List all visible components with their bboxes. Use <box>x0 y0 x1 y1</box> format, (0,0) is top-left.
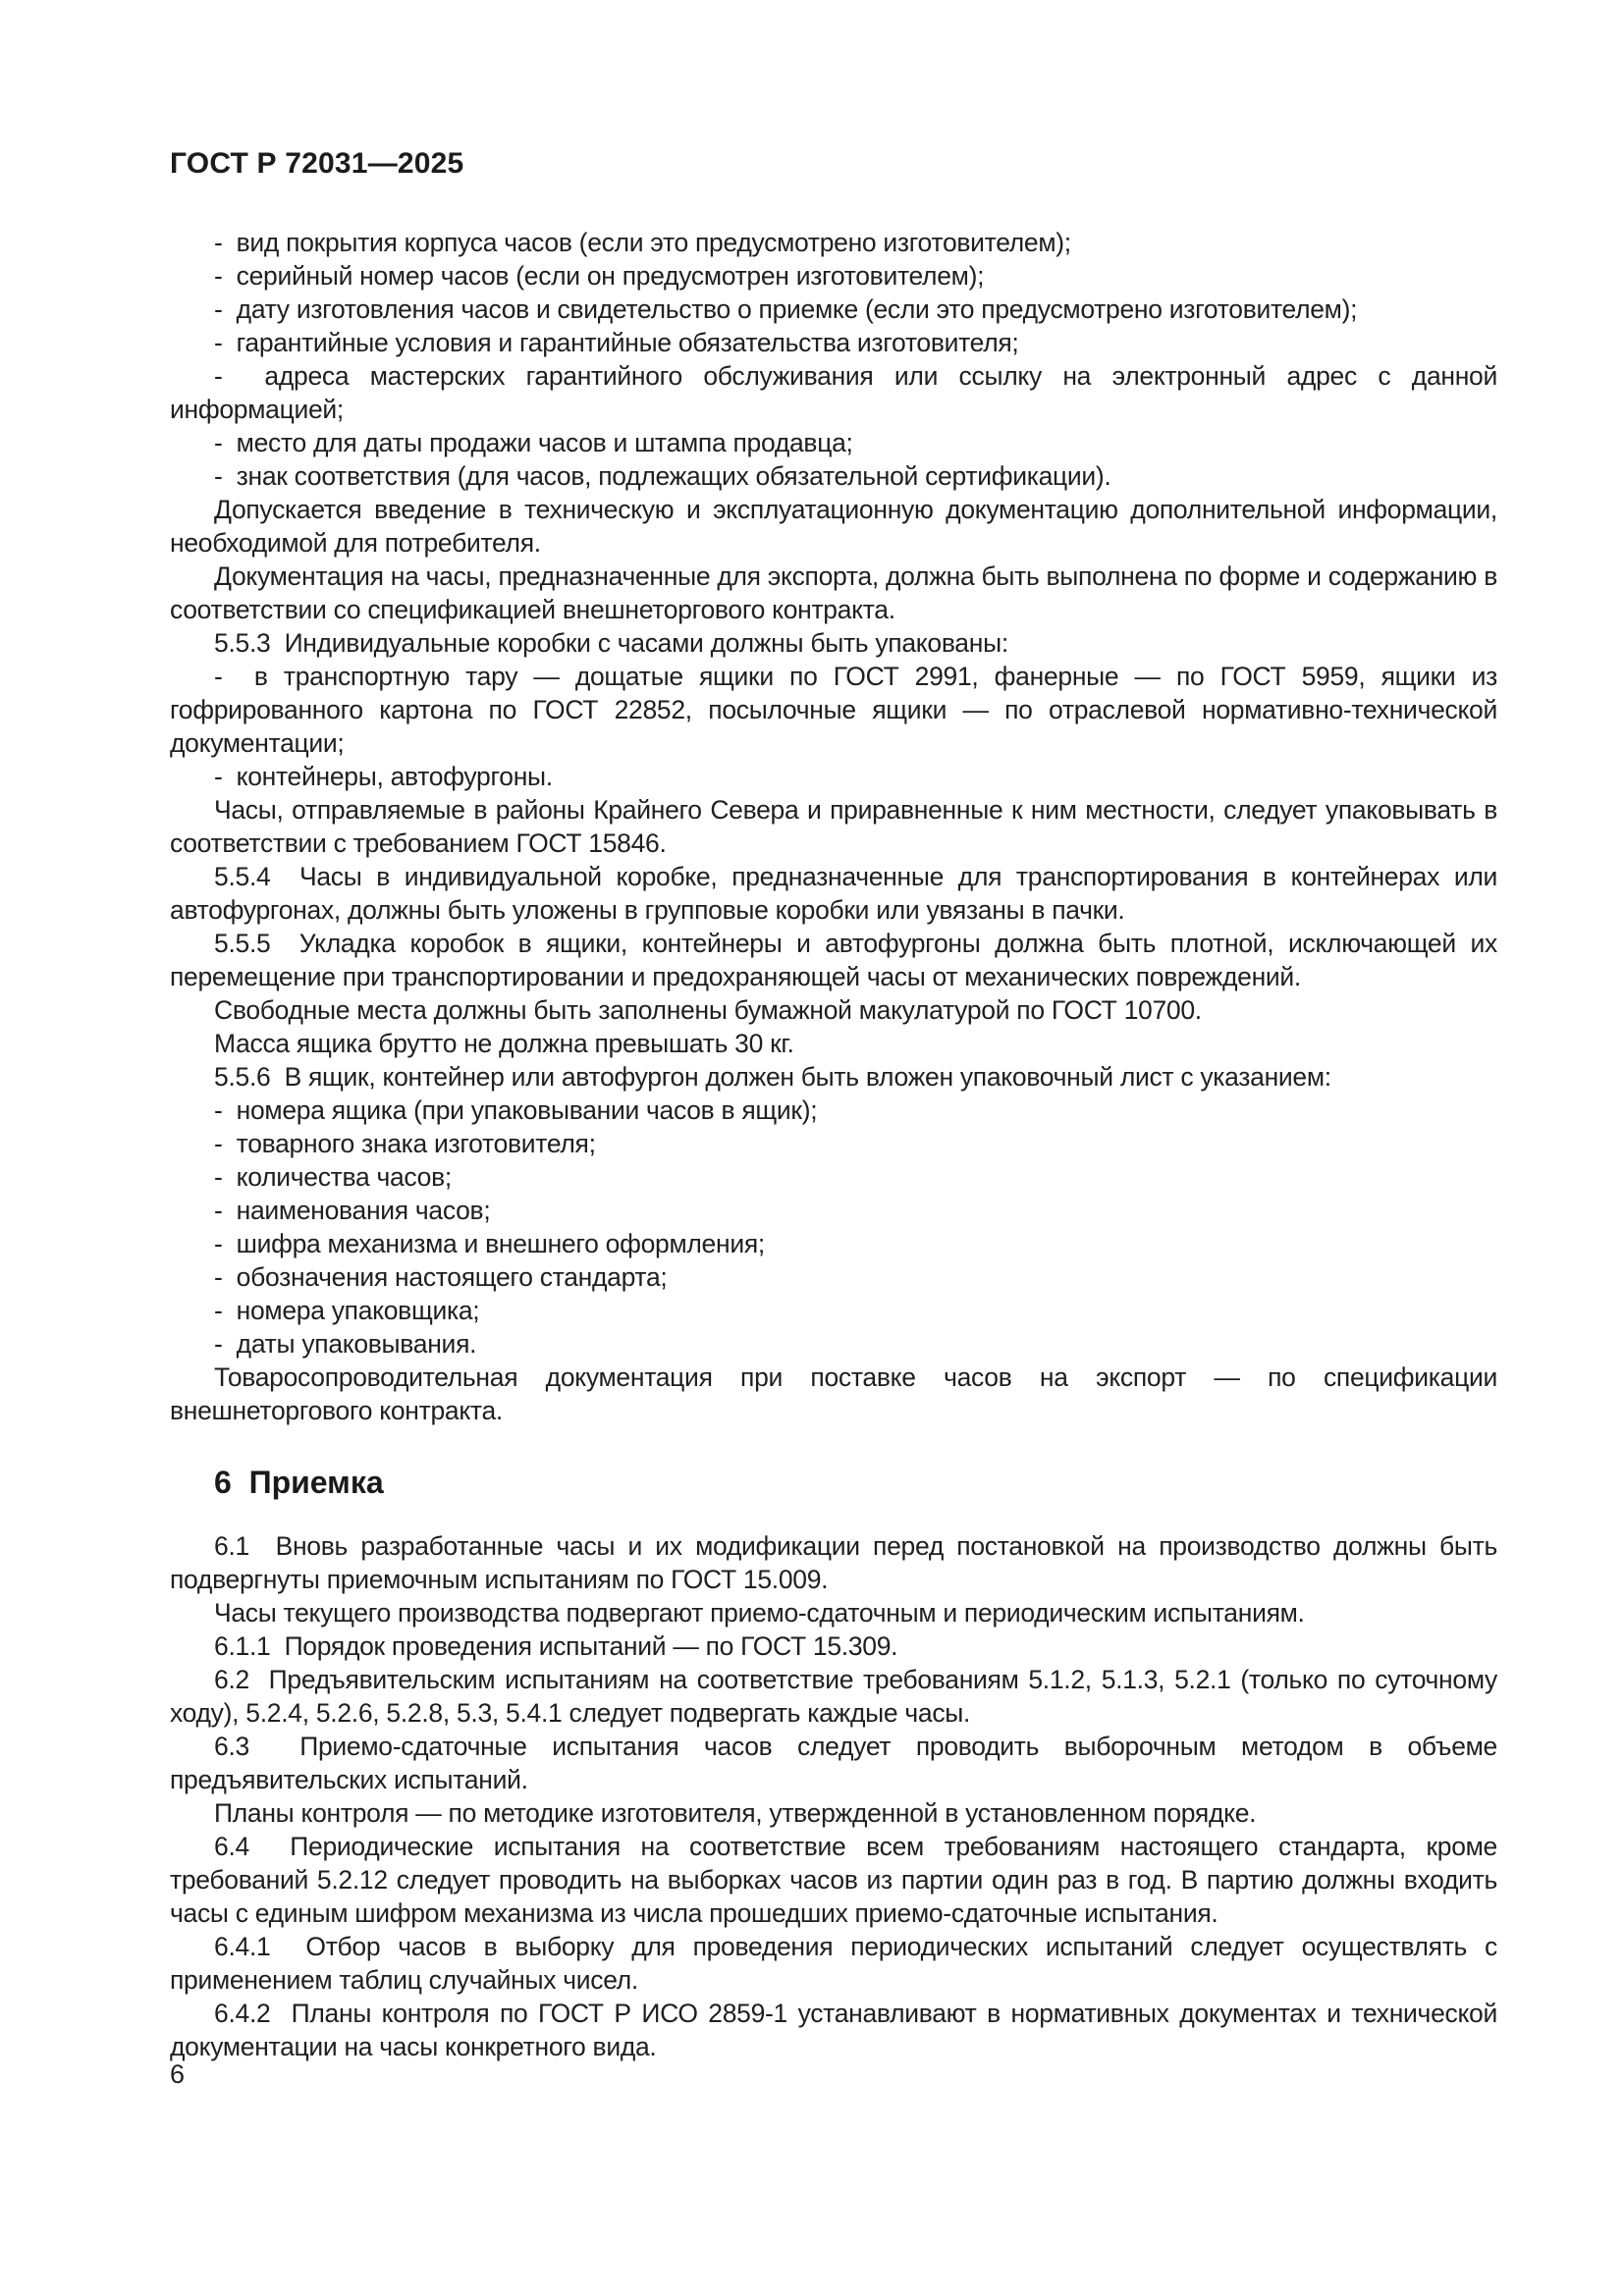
paragraph: Масса ящика брутто не должна превышать 30 кг. <box>214 1029 794 1058</box>
list-item: - контейнеры, автофургоны. <box>214 762 553 791</box>
list-item: - гарантийные условия и гарантийные обязательства изготовителя; <box>214 328 1019 357</box>
paragraph: 6.3 Приемо-сдаточные испытания часов следует проводить выборочным методом в объеме предъявительских испытаний. <box>170 1732 1497 1794</box>
paragraph: Свободные места должны быть заполнены бумажной макулатурой по ГОСТ 10700. <box>214 995 1202 1025</box>
paragraph: 6.4.1 Отбор часов в выборку для проведения периодических испытаний следует осуществлять с применением таблиц случайных чисел. <box>170 1932 1497 1995</box>
paragraph: 5.5.3 Индивидуальные коробки с часами должны быть упакованы: <box>214 628 1008 658</box>
list-item: - количества часов; <box>214 1162 452 1192</box>
list-item: - место для даты продажи часов и штампа продавца; <box>214 428 853 457</box>
list-item: - даты упаковывания. <box>214 1329 477 1359</box>
list-item: - шифра механизма и внешнего оформления; <box>214 1229 765 1258</box>
section-heading: 6 Приемка <box>214 1465 384 1500</box>
paragraph: Часы, отправляемые в районы Крайнего Севера и приравненные к ним местности, следует упаковывать в соответствии с требованием ГОСТ 15846. <box>170 795 1497 858</box>
paragraph: Документация на часы, предназначенные для экспорта, должна быть выполнена по форме и содержанию в соответствии со спецификацией внешнеторгового контракта. <box>170 561 1497 624</box>
paragraph: 6.4.2 Планы контроля по ГОСТ Р ИСО 2859-1 устанавливают в нормативных документах и технической документации на часы конкретного вида. <box>170 1999 1497 2061</box>
paragraph: 6.1 Вновь разработанные часы и их модификации перед постановкой на производство должны быть подвергнуты приемочным испытаниям по ГОСТ 15.009. <box>170 1531 1497 1594</box>
list-item: - знак соответствия (для часов, подлежащих обязательной сертификации). <box>214 461 1111 491</box>
list-item: - номера упаковщика; <box>214 1296 480 1325</box>
paragraph: Товаросопроводительная документация при поставке часов на экспорт — по спецификации внешнеторгового контракта. <box>170 1362 1497 1425</box>
list-item: - серийный номер часов (если он предусмотрен изготовителем); <box>214 261 985 291</box>
paragraph: Планы контроля — по методике изготовителя, утвержденной в установленном порядке. <box>214 1798 1257 1828</box>
paragraph: 6.4 Периодические испытания на соответствие всем требованиям настоящего стандарта, кроме требований 5.2.12 следует проводить на выборках часов из партии один раз в год. В партию должны входить часы с единым шифром механизма из числа прошедших приемо-сдаточные испытания. <box>170 1832 1497 1928</box>
list-item: - обозначения настоящего стандарта; <box>214 1262 668 1292</box>
document-body <box>170 226 1497 2063</box>
paragraph: 5.5.6 В ящик, контейнер или автофургон должен быть вложен упаковочный лист с указанием: <box>214 1062 1331 1092</box>
list-item: - товарного знака изготовителя; <box>214 1129 596 1158</box>
list-item: - дату изготовления часов и свидетельство о приемке (если это предусмотрено изготовителем); <box>214 294 1358 324</box>
paragraph: Часы текущего производства подвергают приемо-сдаточным и периодическим испытаниям. <box>214 1598 1305 1628</box>
paragraph: 6.2 Предъявительским испытаниям на соответствие требованиям 5.1.2, 5.1.3, 5.2.1 (только по суточному ходу), 5.2.4, 5.2.6, 5.2.8, 5.3, 5.4.1 следует подвергать каждые часы. <box>170 1665 1497 1728</box>
running-header: ГОСТ Р 72031—2025 <box>170 147 464 180</box>
paragraph: 5.5.5 Укладка коробок в ящики, контейнеры и автофургоны должна быть плотной, исключающей их перемещение при транспортировании и предохраняющей часы от механических повреждений. <box>170 929 1497 991</box>
list-item: - вид покрытия корпуса часов (если это предусмотрено изготовителем); <box>214 228 1071 257</box>
page-number: 6 <box>170 2059 186 2089</box>
list-item: - адреса мастерских гарантийного обслуживания или ссылку на электронный адрес с данной информацией; <box>170 361 1497 424</box>
list-item: - наименования часов; <box>214 1196 491 1225</box>
paragraph: 6.1.1 Порядок проведения испытаний — по ГОСТ 15.309. <box>214 1631 898 1661</box>
paragraph: 5.5.4 Часы в индивидуальной коробке, предназначенные для транспортирования в контейнерах или автофургонах, должны быть уложены в групповые коробки или увязаны в пачки. <box>170 862 1497 925</box>
list-item: - номера ящика (при упаковывании часов в ящик); <box>214 1095 818 1125</box>
paragraph: Допускается введение в техническую и эксплуатационную документацию дополнительной информации, необходимой для потребителя. <box>170 495 1497 558</box>
list-item: - в транспортную тару — дощатые ящики по ГОСТ 2991, фанерные — по ГОСТ 5959, ящики из гофрированного картона по ГОСТ 22852, посылочные ящики — по отраслевой нормативно-технической документации; <box>170 662 1497 758</box>
